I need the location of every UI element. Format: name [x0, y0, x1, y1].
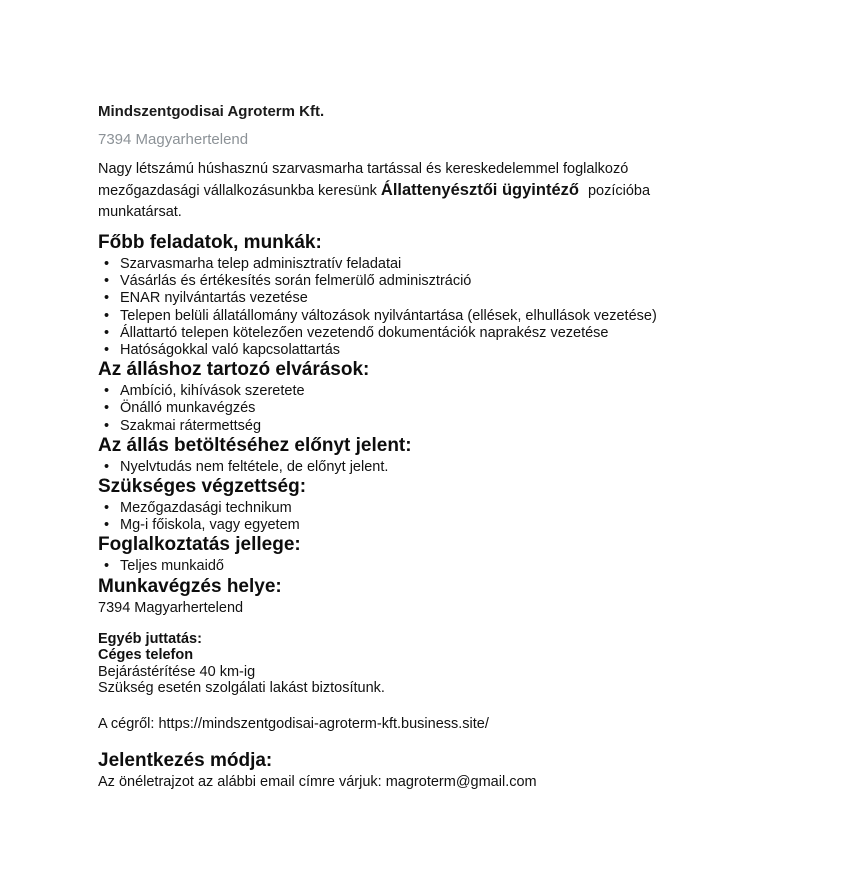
company-name: Mindszentgodisai Agroterm Kft. [98, 103, 325, 120]
list-item: • ENAR nyilvántartás vezetése [98, 290, 779, 307]
benefits-item: Céges telefon [98, 647, 194, 664]
about-label: A cégről: [98, 715, 155, 732]
list-item: • Szarvasmarha telep adminisztratív feladatai [98, 256, 779, 273]
advantages-list [98, 459, 779, 476]
section-heading-education: Szükséges végzettség: [98, 476, 307, 498]
apply-text: Az önéletrajzot az alábbi email címre várjuk: [98, 774, 382, 791]
apply-instructions [98, 774, 779, 791]
apply-block [98, 750, 779, 791]
intro-text-after: pozícióba munkatársat. [98, 183, 651, 220]
section-heading-employment-type: Foglalkoztatás jellege: [98, 534, 301, 556]
benefits-block [98, 631, 779, 697]
list-item: • Telepen belüli állatállomány változások nyilvántartása (ellések, elhullások vezetése) [98, 308, 779, 325]
company-url: https://mindszentgodisai-agroterm-kft.business.site/ [158, 715, 489, 732]
work-location-value: 7394 Magyarhertelend [98, 599, 244, 616]
list-item: • Önálló munkavégzés [98, 400, 779, 417]
section-heading-apply: Jelentkezés módja: [98, 750, 273, 772]
about-company-line [98, 716, 779, 733]
benefits-line: Bejárástérítése 40 km-ig [98, 663, 256, 680]
company-location: 7394 Magyarhertelend [98, 131, 249, 148]
section-heading-work-location: Munkavégzés helye: [98, 575, 282, 597]
list-item: • Mezőgazdasági technikum [98, 500, 779, 517]
requirements-list [98, 383, 779, 435]
section-heading-requirements: Az álláshoz tartozó elvárások: [98, 359, 370, 381]
intro-paragraph [98, 159, 683, 223]
section-heading-advantages: Az állás betöltéséhez előnyt jelent: [98, 434, 412, 456]
list-item: • Mg-i főiskola, vagy egyetem [98, 517, 779, 534]
section-heading-tasks: Főbb feladatok, munkák: [98, 232, 322, 253]
employment-type-list [98, 558, 779, 575]
list-item: • Hatóságokkal való kapcsolattartás [98, 342, 779, 359]
tasks-list [98, 256, 779, 359]
list-item: • Teljes munkaidő [98, 558, 779, 575]
list-item: • Szakmai rátermettség [98, 418, 779, 435]
list-item: • Vásárlás és értékesítés során felmerülő adminisztráció [98, 273, 779, 290]
list-item: • Ambíció, kihívások szeretete [98, 383, 779, 400]
position-title: Állattenyésztői ügyintéző [380, 181, 579, 199]
list-item: • Állattartó telepen kötelezően vezetendő dokumentációk naprakész vezetése [98, 325, 779, 342]
benefits-line: Szükség esetén szolgálati lakást biztosítunk. [98, 680, 385, 697]
apply-email: magroterm@gmail.com [385, 774, 537, 791]
benefits-title: Egyéb juttatás: [98, 630, 202, 647]
education-list [98, 500, 779, 534]
list-item: • Nyelvtudás nem feltétele, de előnyt jelent. [98, 459, 779, 476]
intro-text-before: Nagy létszámú húshasznú szarvasmarha tartással és kereskedelemmel foglalkozó mezőgazdasági vállalkozásunkba keresünk [98, 161, 629, 199]
